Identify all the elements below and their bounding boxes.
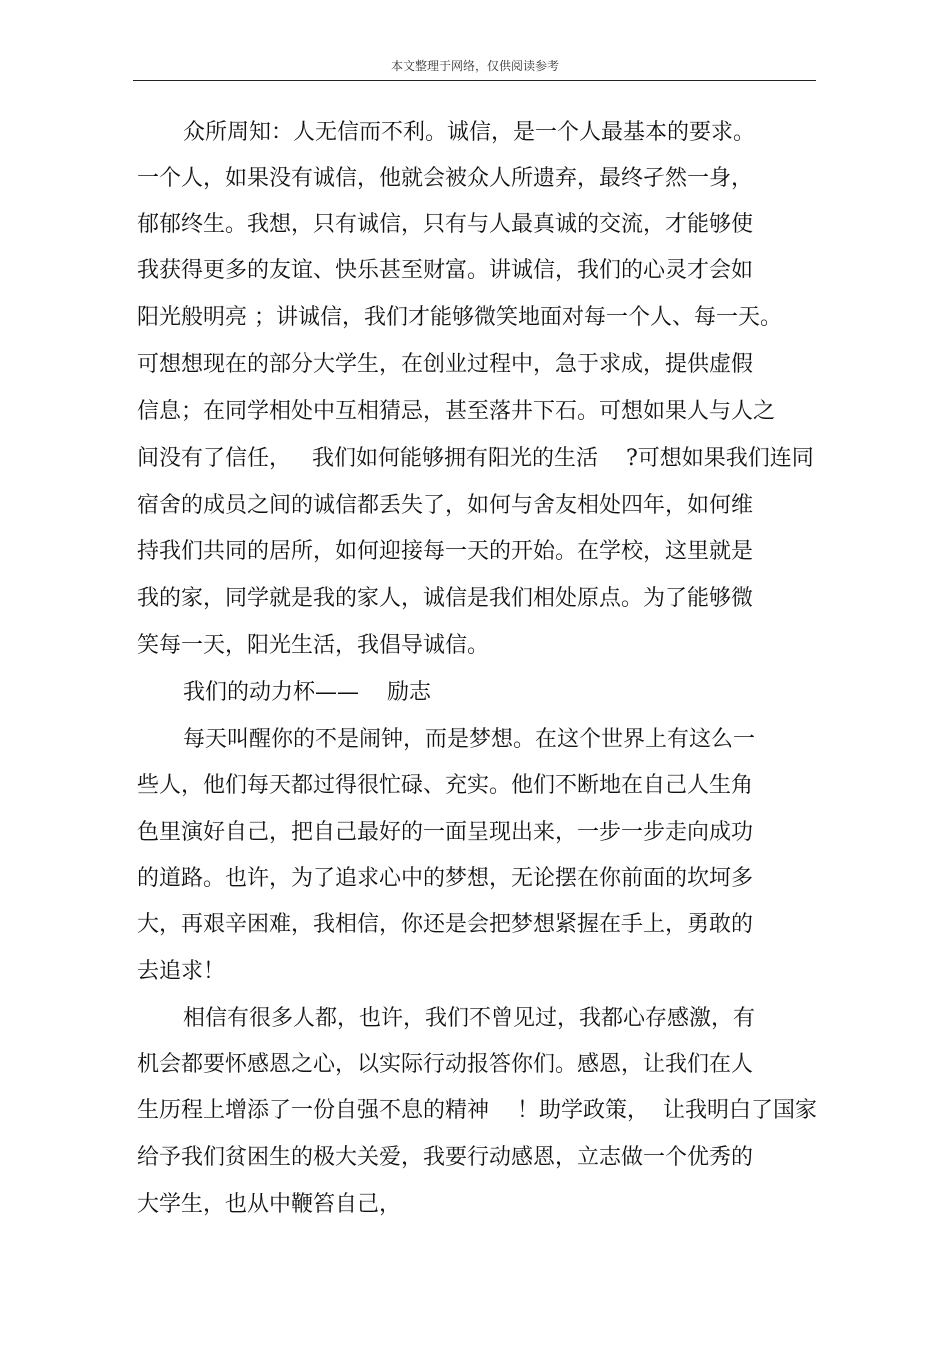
text-line: 给予我们贫困生的极大关爱，我要行动感恩，立志做一个优秀的: [137, 1145, 754, 1170]
text-line: 阳光般明亮 ；讲诚信，我们才能够微笑地面对每一个人、每一天。: [137, 305, 782, 330]
text-line: 机会都要怀感恩之心，以实际行动报答你们。感恩，让我们在人: [137, 1052, 754, 1077]
text-line: 我的家，同学就是我的家人，诚信是我们相处原点。为了能够微: [137, 586, 754, 611]
page-header: 本文整理于网络，仅供阅读参考: [390, 59, 559, 73]
text-line: 大，再艰辛困难，我相信，你还是会把梦想紧握在手上，勇敢的: [137, 912, 754, 937]
text-line: 可想想现在的部分大学生，在创业过程中，急于求成，提供虚假: [137, 352, 754, 377]
text-line: 郁郁终生。我想，只有诚信，只有与人最真诚的交流，才能够使: [137, 212, 754, 237]
text-line: 一个人，如果没有诚信，他就会被众人所遗弃，最终孑然一身，: [137, 166, 754, 191]
text-line: 色里演好自己，把自己最好的一面呈现出来，一步一步走向成功: [137, 820, 754, 845]
text-line: 大学生，也从中鞭笞自己，: [137, 1192, 402, 1217]
text-line: 持我们共同的居所，如何迎接每一天的开始。在学校，这里就是: [137, 539, 754, 564]
section-heading: 我们的动力杯—— 励志: [183, 680, 431, 705]
text-line: 间没有了信任， 我们如何能够拥有阳光的生活 ?可想如果我们连同: [137, 446, 814, 471]
text-line: 每天叫醒你的不是闹钟，而是梦想。在这个世界上有这么一: [183, 727, 756, 752]
text-line: 我获得更多的友谊、快乐甚至财富。讲诚信，我们的心灵才会如: [137, 258, 754, 283]
header-divider: [133, 80, 816, 81]
text-line: 生历程上增添了一份自强不息的精神 ！助学政策， 让我明白了国家: [137, 1098, 817, 1123]
text-line: 笑每一天，阳光生活，我倡导诚信。: [137, 633, 490, 658]
text-line: 众所周知：人无信而不利。诚信，是一个人最基本的要求。: [183, 120, 756, 145]
text-line: 相信有很多人都，也许，我们不曾见过，我都心存感激，有: [183, 1006, 756, 1031]
text-line: 的道路。也许，为了追求心中的梦想，无论摆在你前面的坎坷多: [137, 866, 754, 891]
text-line: 些人，他们每天都过得很忙碌、充实。他们不断地在自己人生角: [137, 773, 754, 798]
text-line: 宿舍的成员之间的诚信都丢失了，如何与舍友相处四年，如何维: [137, 493, 754, 518]
text-line: 去追求！: [137, 959, 226, 984]
text-line: 信息；在同学相处中互相猜忌，甚至落井下石。可想如果人与人之: [137, 399, 776, 424]
